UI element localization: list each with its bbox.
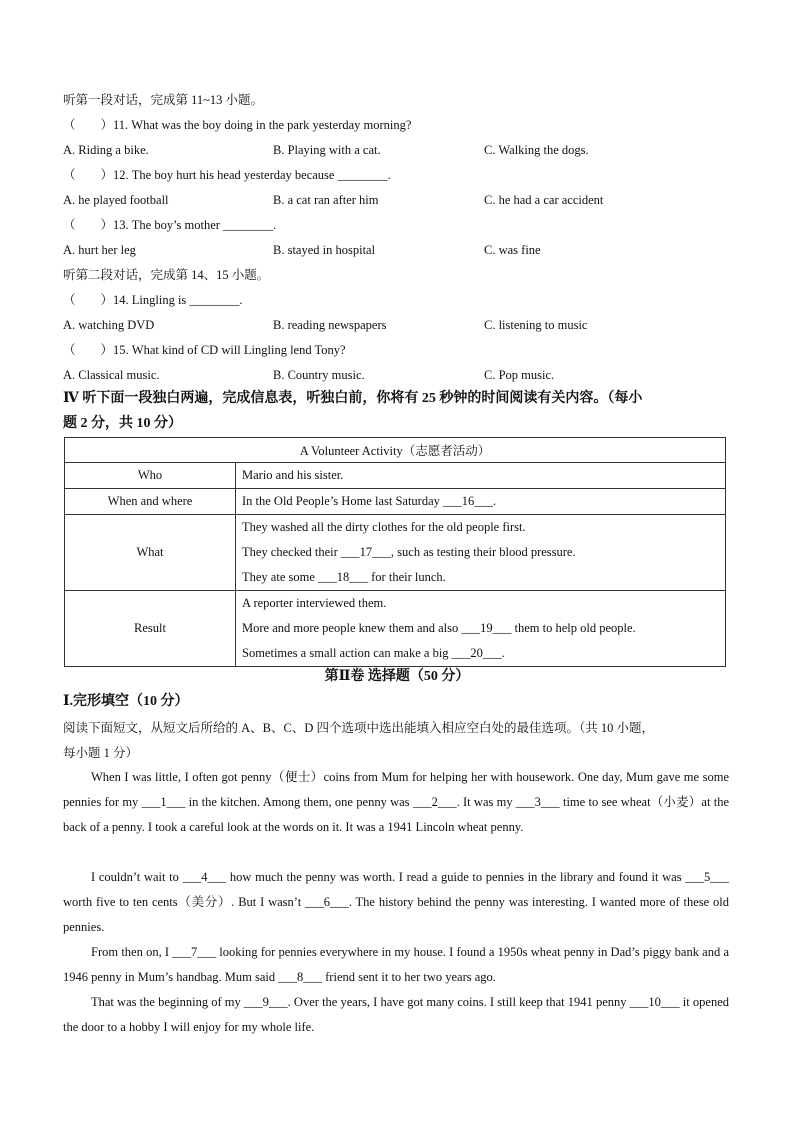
question-text: 12. The boy hurt his head yesterday because ________.: [113, 168, 391, 182]
text: Sometimes a small action can make a big: [242, 646, 452, 660]
question-14: [63, 292, 243, 308]
text: More and more people knew them and also: [242, 621, 462, 635]
who-label: Who: [65, 463, 236, 489]
option-c: C. listening to music: [484, 318, 588, 332]
option-a: A. Riding a bike.: [63, 143, 149, 157]
result-line-1: A reporter interviewed them.: [242, 596, 387, 610]
question-15: [63, 342, 346, 358]
blank-17[interactable]: ___17___: [340, 545, 391, 559]
dialog2-intro: 听第二段对话，完成第 14、15 小题。: [63, 268, 270, 282]
answer-paren[interactable]: （ ）: [63, 293, 114, 307]
option-c: C. Pop music.: [484, 368, 555, 382]
option-b: B. Country music.: [273, 368, 365, 382]
who-value: Mario and his sister.: [236, 463, 726, 489]
result-line-2: [242, 616, 719, 641]
question-11: [63, 117, 411, 133]
what-label: What: [65, 515, 236, 591]
text: them to help old people.: [511, 621, 636, 635]
blank-18[interactable]: ___18___: [318, 570, 369, 584]
cloze-paragraph-4: That was the beginning of my ___9___. Over the years, I have got many coins. I still keep that 1941 penny ___10___ it opened the door to a hobby I will enjoy for my whole life.: [63, 995, 729, 1034]
question-text: 15. What kind of CD will Lingling lend Tony?: [113, 343, 346, 357]
option-b: B. a cat ran after him: [273, 193, 379, 207]
question-13: [63, 217, 276, 233]
blank-19[interactable]: ___19___: [461, 621, 512, 635]
option-a: A. watching DVD: [63, 318, 155, 332]
option-a: A. he played football: [63, 193, 169, 207]
part4-heading-line2: 题 2 分，共 10 分）: [63, 416, 182, 431]
question-text: 11. What was the boy doing in the park yesterday morning?: [113, 118, 412, 132]
text: .: [501, 646, 505, 660]
option-c: C. was fine: [484, 243, 541, 257]
text: , such as testing their blood pressure.: [390, 545, 576, 559]
blank-16[interactable]: ___16___: [443, 494, 494, 508]
result-label: Result: [65, 591, 236, 667]
section2-title: 第Ⅱ卷 选择题（50 分）: [324, 669, 470, 684]
option-b: B. stayed in hospital: [273, 243, 376, 257]
when-label: When and where: [65, 489, 236, 515]
answer-paren[interactable]: （ ）: [63, 168, 114, 182]
answer-paren[interactable]: （ ）: [63, 343, 114, 357]
cloze-instructions-1: 阅读下面短文，从短文后所给的 A、B、C、D 四个选项中选出能填入相应空白处的最佳选项。（共 10 小题，: [63, 721, 654, 735]
option-a: A. Classical music.: [63, 368, 160, 382]
question-text: 13. The boy’s mother ________.: [113, 218, 277, 232]
when-value: [236, 489, 726, 515]
option-b: B. Playing with a cat.: [273, 143, 381, 157]
cloze-paragraph-2: I couldn’t wait to ___4___ how much the penny was worth. I read a guide to pennies in the library and found it was ___5___ worth five to ten cents（美分）. But I wasn’t ___6___. The history behind the penny was interesting. I wanted more of these old pennies.: [63, 870, 729, 934]
text: They checked their: [242, 545, 341, 559]
cloze-instructions-2: 每小题 1 分）: [63, 746, 139, 760]
info-table: [64, 437, 726, 667]
option-c: C. Walking the dogs.: [484, 143, 589, 157]
question-text: 14. Lingling is ________.: [113, 293, 243, 307]
answer-paren[interactable]: （ ）: [63, 118, 114, 132]
cloze-paragraph-3: From then on, I ___7___ looking for pennies everywhere in my house. I found a 1950s wheat penny in Dad’s piggy bank and a 1946 penny in Mum’s handbag. Mum said ___8___ friend sent it to her two years ago.: [63, 945, 729, 984]
result-line-3: [242, 641, 719, 666]
cloze-heading: Ⅰ.完形填空（10 分）: [63, 694, 189, 709]
result-value: [236, 591, 726, 667]
table-title: A Volunteer Activity（志愿者活动）: [65, 438, 726, 463]
text: for their lunch.: [368, 570, 446, 584]
question-12: [63, 167, 391, 183]
option-a: A. hurt her leg: [63, 243, 136, 257]
text: They ate some: [242, 570, 319, 584]
blank-20[interactable]: ___20___: [451, 646, 502, 660]
text: .: [493, 494, 497, 508]
text: In the Old People’s Home last Saturday: [242, 494, 444, 508]
what-line-3: [242, 565, 719, 590]
what-line-1: They washed all the dirty clothes for the old people first.: [242, 520, 526, 534]
what-line-2: [242, 540, 719, 565]
option-c: C. he had a car accident: [484, 193, 604, 207]
part4-heading-line1: Ⅳ 听下面一段独白两遍，完成信息表，听独白前，你将有 25 秒钟的时间阅读有关内容。（每小: [63, 391, 643, 406]
cloze-paragraph-1: When I was little, I often got penny（便士）coins from Mum for helping her with housework. One day, Mum gave me some pennies for my ___1___ in the kitchen. Among them, one penny was ___2___. It was my ___3___ time to see wheat（小麦）at the back of a penny. I took a careful look at the words on it. It was a 1941 Lincoln wheat penny.: [63, 770, 729, 834]
what-value: [236, 515, 726, 591]
answer-paren[interactable]: （ ）: [63, 218, 114, 232]
dialog1-intro: 听第一段对话，完成第 11~13 小题。: [63, 93, 264, 107]
option-b: B. reading newspapers: [273, 318, 387, 332]
